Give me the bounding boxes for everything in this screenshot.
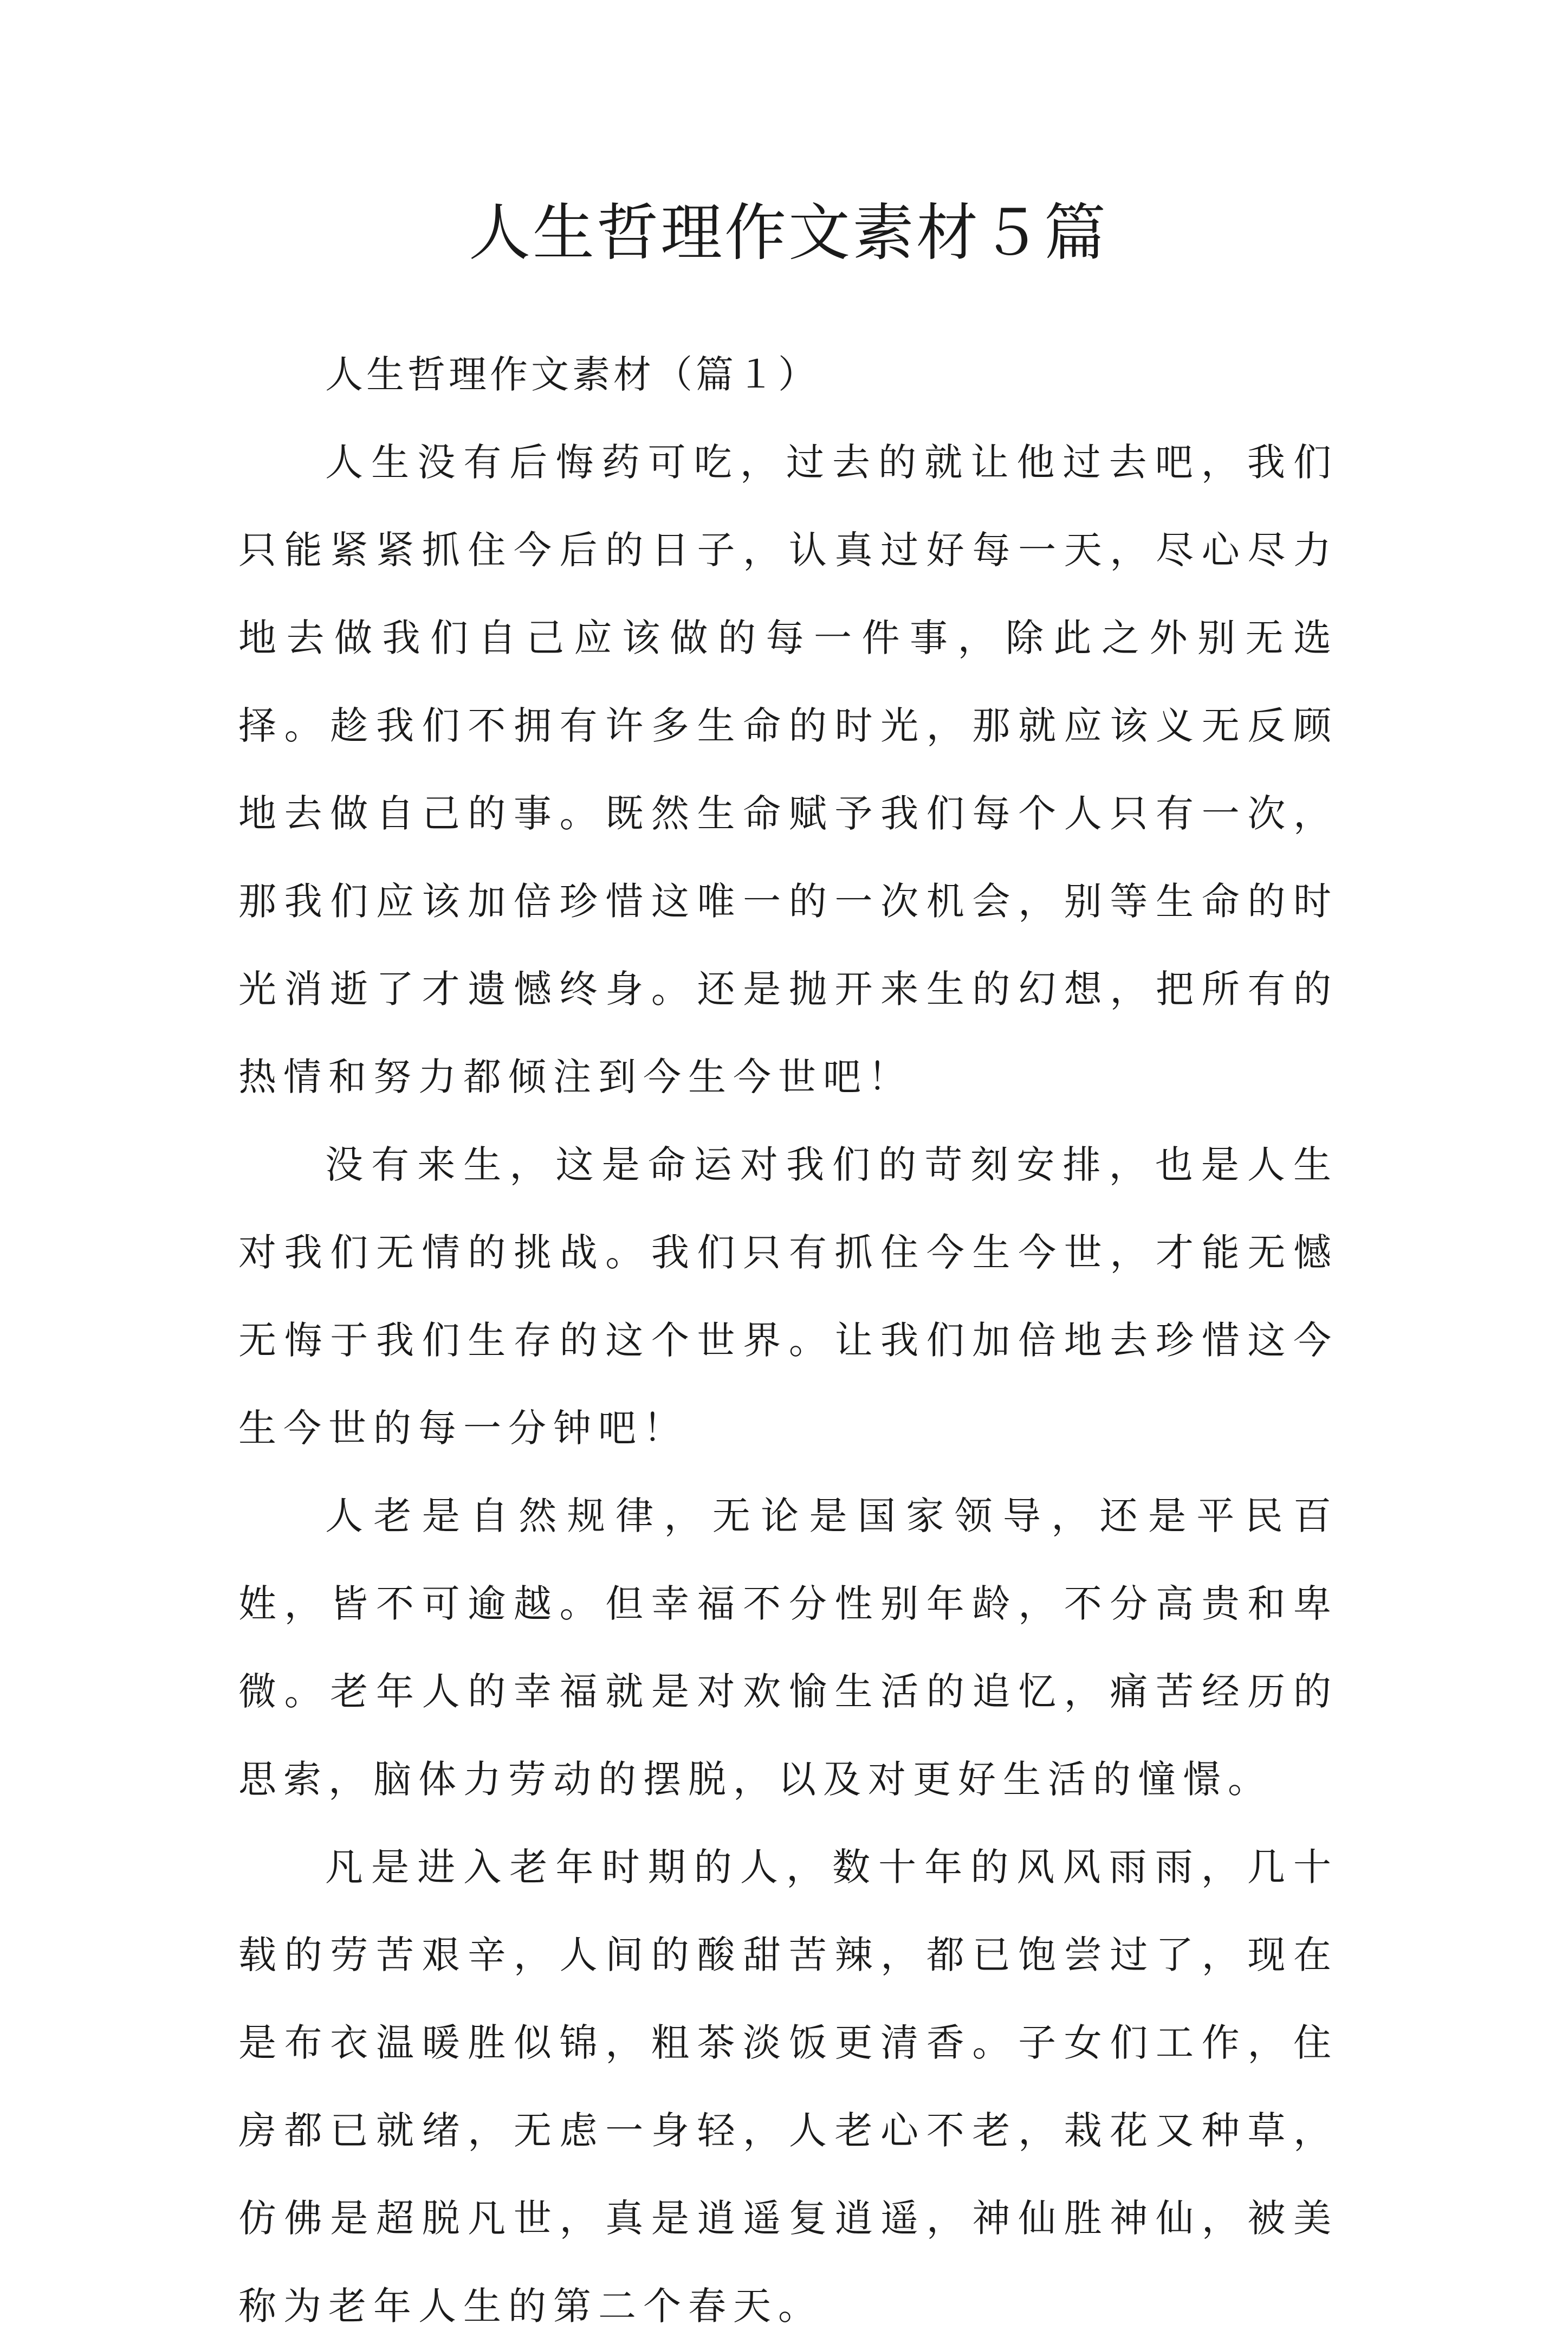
paragraph: 人生没有后悔药可吃，过去的就让他过去吧，我们只能紧紧抓住今后的日子，认真过好每一天，尽心尽力地去做我们自己应该做的每一件事，除此之外别无选择。趁我们不拥有许多生命的时光，那就应该义无反顾地去做自己的事。既然生命赋予我们每个人只有一次，那我们应该加倍珍惜这唯一的一次机会，别等生命的时光消逝了才遗憾终身。还是抛开来生的幻想，把所有的热情和努力都倾注到今生今世吧！ (238, 440, 1338, 1099)
document-page (238, 0, 1338, 2328)
paragraph: 凡是进入老年时期的人，数十年的风风雨雨，几十载的劳苦艰辛，人间的酸甜苦辣，都已饱尝过了，现在是布衣温暖胜似锦，粗茶淡饭更清香。子女们工作，住房都已就绪，无虑一身轻，人老心不老，栽花又种草，仿佛是超脱凡世，真是逍遥复逍遥，神仙胜神仙，被美称为老年人生的第二个春天。 (238, 1845, 1338, 2328)
paragraph: 人老是自然规律，无论是国家领导，还是平民百姓，皆不可逾越。但幸福不分性别年龄，不分高贵和卑微。老年人的幸福就是对欢愉生活的追忆，痛苦经历的思索，脑体力劳动的摆脱，以及对更好生活的憧憬。 (238, 1494, 1338, 1802)
section-heading: 人生哲理作文素材（篇１） (325, 352, 819, 397)
paragraph: 没有来生，这是命运对我们的苛刻安排，也是人生对我们无情的挑战。我们只有抓住今生今世，才能无憾无悔于我们生存的这个世界。让我们加倍地去珍惜这今生今世的每一分钟吧！ (238, 1142, 1338, 1450)
document-title: 人生哲理作文素材５篇 (468, 197, 1108, 269)
document-body (238, 331, 1338, 2350)
